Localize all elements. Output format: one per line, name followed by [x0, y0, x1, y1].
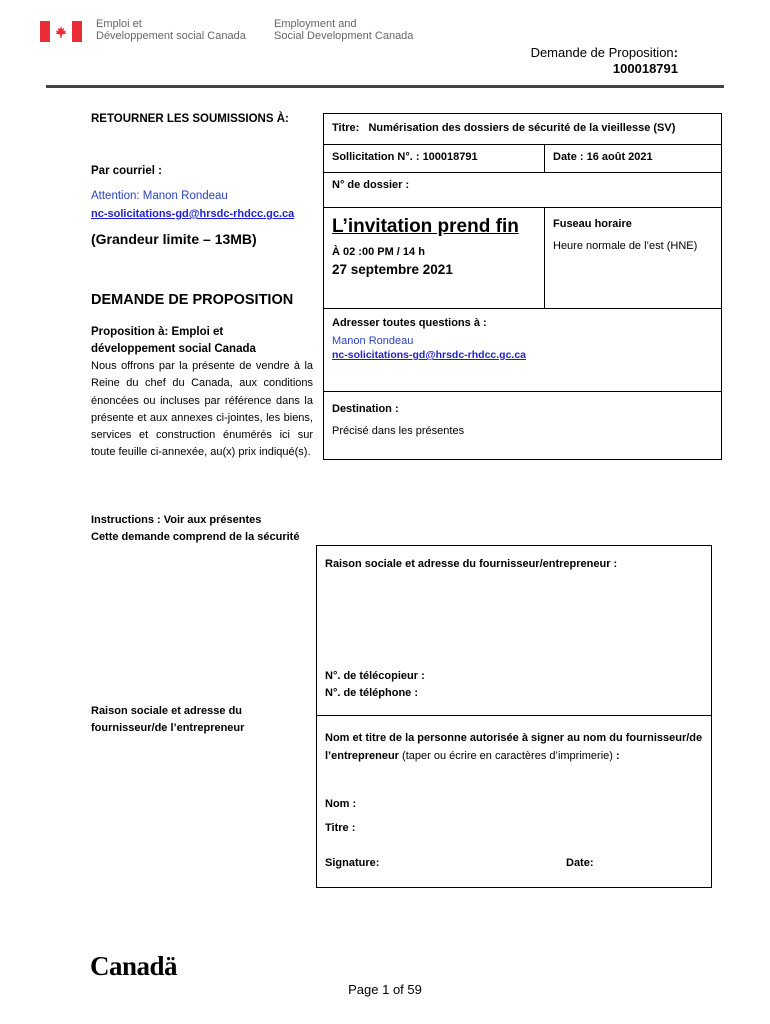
attention-contact: Attention: Manon Rondeau: [91, 190, 228, 202]
submission-email-link[interactable]: nc-solicitations-gd@hrsdc-rhdcc.gc.ca: [91, 208, 295, 220]
supplier-label: Raison sociale et adresse du fournisseur/de l’entrepreneur: [91, 705, 245, 734]
title-row: Titre: Numérisation des dossiers de sécurité de la vieillesse (SV): [332, 122, 676, 134]
document-reference: Demande de Proposition: 100018791: [530, 45, 678, 76]
signature-field[interactable]: Signature:: [325, 857, 380, 869]
signer-name-field[interactable]: Nom :: [325, 798, 357, 810]
return-heading: RETOURNER LES SOUMISSIONS À:: [91, 113, 289, 125]
security-note: Cette demande comprend de la sécurité: [91, 531, 300, 543]
size-limit: (Grandeur limite – 13MB): [91, 231, 257, 247]
closing-date: 27 septembre 2021: [332, 262, 453, 277]
proposal-body: Nous offrons par la présente de vendre à la Reine du chef du Canada, aux conditions énoncées ou incluses par référence dans la présente et aux annexes ci-jointes, les biens, services et construction énumérés ici sur toute feuille ci-annexée, au(x) prix indiqué(s).: [91, 360, 313, 459]
questions-label: Adresser toutes questions à :: [332, 317, 487, 329]
solicitation-info-table: [323, 113, 722, 460]
questions-name: Manon Rondeau: [332, 335, 414, 347]
issue-date: Date : 16 août 2021: [553, 151, 653, 163]
supplier-table: [316, 545, 712, 888]
email-label: Par courriel :: [91, 165, 162, 177]
destination-value: Précisé dans les présentes: [332, 425, 465, 437]
file-number: N° de dossier :: [332, 179, 410, 191]
dept-name-en: Employment and Social Development Canada: [274, 18, 414, 42]
time-zone-info: [545, 212, 721, 258]
canada-flag-icon: [40, 21, 82, 42]
signer-title-field[interactable]: Titre :: [325, 822, 356, 834]
instructions: Instructions : Voir aux présentes: [91, 514, 262, 526]
questions-email-link[interactable]: nc-solicitations-gd@hrsdc-rhdcc.gc.ca: [332, 349, 527, 361]
page-number: Page 1 of 59: [348, 982, 422, 997]
destination-label: Destination :: [332, 403, 399, 415]
time-zone-value: Heure normale de l’est (HNE): [553, 240, 698, 252]
canada-wordmark-logo: Canadä: [90, 951, 178, 981]
signer-info: Nom et titre de la personne autorisée à signer au nom du fournisseur/de l’entrepreneur (taper ou écrire en caractères d’imprimerie) :: [325, 732, 703, 762]
fax-field[interactable]: N°. de télécopieur :: [325, 670, 425, 682]
closing-time: À 02 :00 PM / 14 h: [332, 246, 425, 258]
supplier-name-address-field[interactable]: Raison sociale et adresse du fournisseur/entrepreneur :: [325, 558, 618, 570]
closing-info: [324, 210, 544, 283]
supplier-phone-fields: [317, 662, 711, 708]
destination: [324, 397, 721, 443]
phone-field[interactable]: N°. de téléphone :: [325, 687, 419, 699]
dept-name-fr: Emploi et Développement social Canada: [96, 18, 246, 42]
header-rule: [46, 85, 724, 88]
signature-date-field[interactable]: Date:: [566, 857, 594, 869]
questions-contact: [324, 311, 721, 367]
time-zone-label: Fuseau horaire: [553, 218, 632, 230]
proposal-heading: DEMANDE DE PROPOSITION: [91, 292, 294, 308]
closing-heading: L’invitation prend fin: [332, 216, 519, 237]
solicitation-number: Sollicitation N°. : 100018791: [332, 151, 478, 163]
proposal-to: Proposition à: Emploi et développement social Canada: [91, 326, 256, 355]
